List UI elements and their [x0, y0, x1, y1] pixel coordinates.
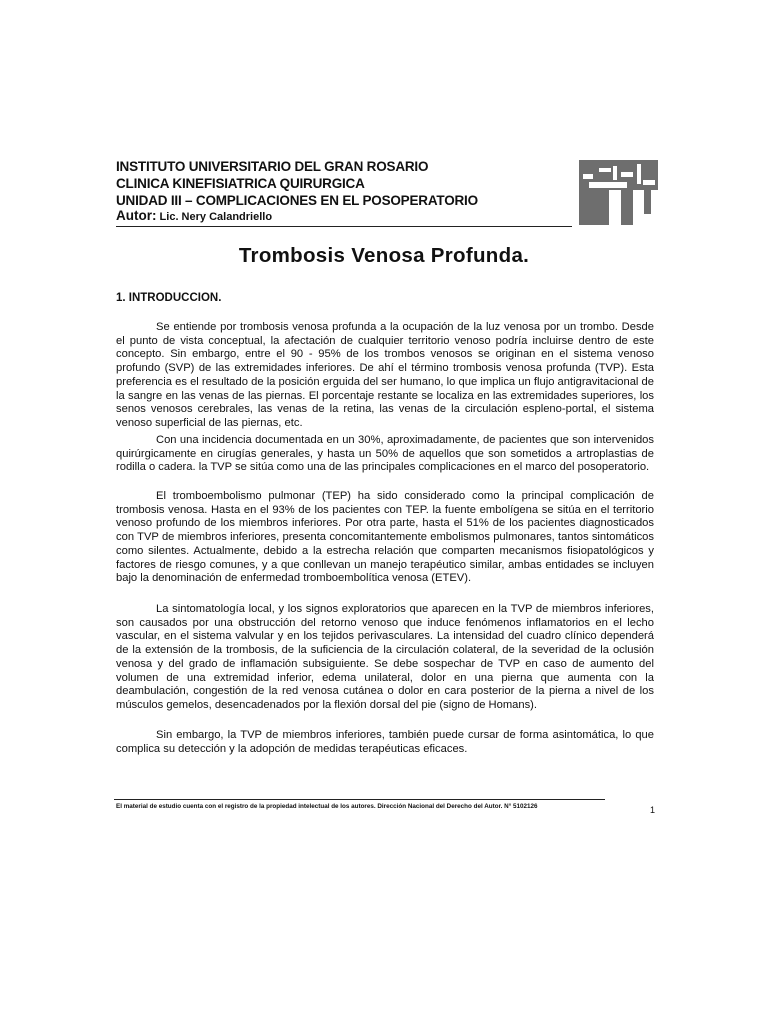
paragraph-5: Sin embargo, la TVP de miembros inferiores, también puede cursar de forma asintomática, lo que complica su detección y la adopción de medidas terapéuticas eficaces. — [116, 729, 654, 755]
author-line — [116, 209, 571, 224]
section-heading: 1. INTRODUCCION. — [116, 292, 222, 304]
document-header — [116, 158, 571, 224]
author-name: Lic. Nery Calandriello — [156, 211, 273, 223]
document-title: Trombosis Venosa Profunda. — [238, 244, 530, 267]
iu-logo-icon — [579, 160, 658, 225]
header-divider — [116, 226, 572, 227]
institution-name: INSTITUTO UNIVERSITARIO DEL GRAN ROSARIO — [116, 159, 429, 174]
paragraph-3: El tromboembolismo pulmonar (TEP) ha sido considerado como la principal complicación de trombosis venosa. Hasta en el 93% de los pacientes con TEP. la fuente embolígena se sitúa en el territorio venoso profundo de los miembros inferiores. Por otra parte, hasta el 51% de los pacientes diagnosticados con TVP de miembros inferiores, presenta concomitantemente embolismos pulmonares, tantos sintomáticos como silentes. Actualmente, debido a la estrecha relación que comparten mecanismos fisiopatológicos y factores de riesgo comunes, y a que conllevan un manejo terapéutico similar, ambas entidades se incluyen bajo la denominación de enfermedad tromboembolítica venosa (ETEV). — [116, 490, 654, 585]
footer-divider — [114, 799, 605, 800]
department-name: CLINICA KINEFISIATRICA QUIRURGICA — [116, 176, 365, 191]
paragraph-2: Con una incidencia documentada en un 30%, aproximadamente, de pacientes que son intervenidos quirúrgicamente en cirugías generales, y hasta un 50% de aquellos que son sometidos a artroplastias de rodilla o cadera. la TVP se sitúa como una de las principales complicaciones en el marco del posoperatorio. — [116, 434, 654, 474]
page-number: 1 — [650, 805, 656, 815]
paragraph-1: Se entiende por trombosis venosa profunda a la ocupación de la luz venosa por un trombo. Desde el punto de vista conceptual, la afectación de cualquier territorio venoso podría incluirse dentro de este concepto. Sin embargo, entre el 90 - 95% de los trombos venosos se originan en el sistema venoso profundo (SVP) de las extremidades inferiores. De ahí el término trombosis venosa profunda (TVP). Esta preferencia es el resultado de la posición erguida del ser humano, lo que implica un flujo antigravitacional de la sangre en las venas de las piernas. El porcentaje restante se localiza en las extremidades superiores, los senos venosos cerebrales, las venas de la retina, las venas de la circulación espleno-portal, el sistema venoso superficial de las piernas, etc. — [116, 321, 654, 429]
paragraph-4: La sintomatología local, y los signos exploratorios que aparecen en la TVP de miembros inferiores, son causados por una obstrucción del retorno venoso que induce fenómenos inflamatorios en el lecho vascular, en el sistema valvular y en los tejidos perivasculares. La intensidad del cuadro clínico dependerá de la extensión de la trombosis, de la suficiencia de la circulación colateral, de la severidad de la oclusión venosa y del grado de inflamación subsiguiente. Se debe sospechar de TVP en caso de aumento del volumen de una extremidad inferior, edema unilateral, dolor en una pierna que aumenta con la deambulación, congestión de la red venosa cutánea o dolor en cara posterior de la pierna a nivel de los músculos gemelos, desencadenados por la flexión dorsal del pie (signo de Homans). — [116, 603, 654, 711]
unit-name: UNIDAD III – COMPLICACIONES EN EL POSOPERATORIO — [116, 193, 478, 208]
author-label: Autor: — [116, 208, 157, 223]
copyright-notice: El material de estudio cuenta con el registro de la propiedad intelectual de los autores. Dirección Nacional del Derecho del Autor. N° 5102126 — [116, 803, 538, 810]
